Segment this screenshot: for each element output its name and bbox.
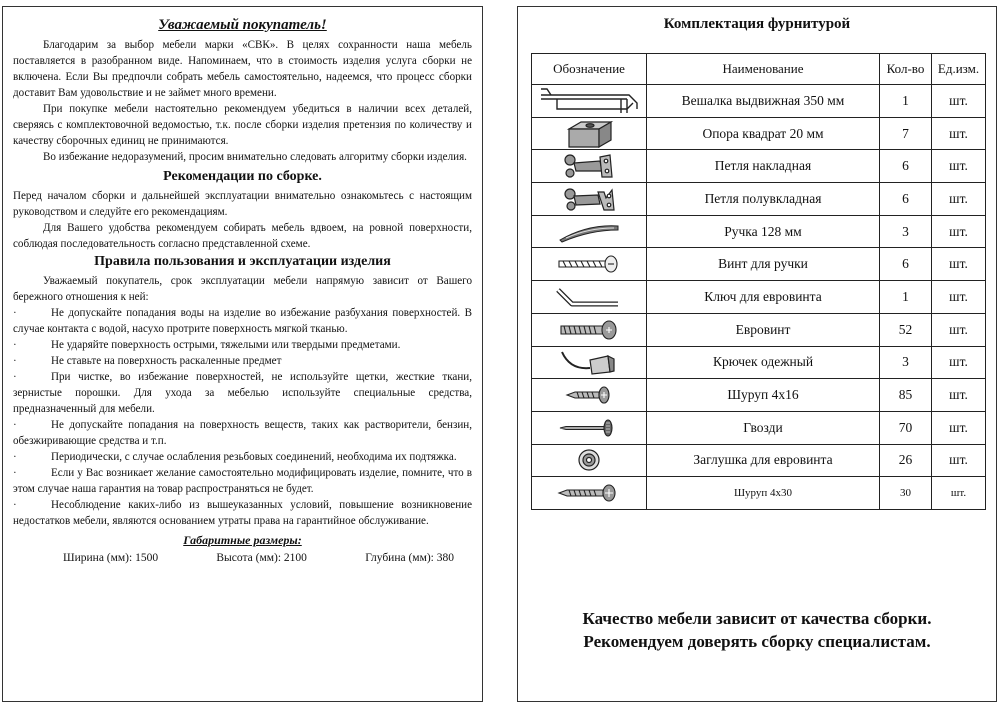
screw-long-icon [532,477,647,510]
table-row [532,150,986,183]
item-name: Гвозди [647,411,880,444]
item-unit: шт. [932,346,986,379]
clothes-hook-icon [532,346,647,379]
item-unit: шт. [932,183,986,216]
usage-title: Правила пользования и эксплуатации изделия [94,254,391,269]
hanger-rail-icon [532,85,647,118]
item-qty: 3 [880,346,932,379]
item-name: Заглушка для евровинта [647,444,880,477]
table-row [532,313,986,346]
item-qty: 70 [880,411,932,444]
rule-item: · При чистке, во избежание поверхностей, не используйте щетки, жесткие ткани, зернистые порошки. Для ухода за мебелью используйте специальные средства, предназначенный для мебели. [13,371,472,415]
item-name: Ключ для евровинта [647,281,880,314]
customer-info-page [2,6,483,702]
half-overlay-hinge-icon [532,183,647,216]
handle-screw-icon [532,248,647,281]
greeting-title: Уважаемый покупатель! [158,17,327,33]
hardware-table [531,53,986,510]
assembly-paragraph: Для Вашего удобства рекомендуем собирать мебель вдвоем, на ровной поверхности, соблюдая последовательность согласно представленной схеме. [13,222,472,250]
table-row [532,117,986,150]
square-support-icon [532,117,647,150]
intro-paragraph: При покупке мебели настоятельно рекомендуем убедиться в наличии всех деталей, сверяясь с комплектовочной ведомостью, т.к. после сборки изделия претензия по количеству и качеству сборочных единиц не принимаются. [13,103,472,147]
table-row [532,281,986,314]
item-name: Винт для ручки [647,248,880,281]
col-header-unit: Ед.изм. [932,54,986,85]
col-header-qty: Кол-во [880,54,932,85]
item-unit: шт. [932,477,986,510]
width-value: Ширина (мм): 1500 [63,552,159,564]
intro-paragraph: Благодарим за выбор мебели марки «СВК». В целях сохранности наша мебель поставляется в разобранном виде. Напоминаем, что в стоимость изделия услуга сборки не включена. Если Вы предпочли собрать мебель самостоятельно, надеемся, что процесс сборки доставит Вам удовольствие и не займет много времени. [13,39,472,99]
dimensions-title: Габаритные размеры: [183,533,302,547]
rule-item: · Не ударяйте поверхность острыми, тяжелыми или твердыми предметами. [13,339,401,351]
col-header-designation: Обозначение [532,54,647,85]
table-row [532,411,986,444]
dimensions-row [63,552,454,564]
usage-intro: Уважаемый покупатель, срок эксплуатации мебели напрямую зависит от Вашего бережного отношения к ней: [13,275,472,303]
item-name: Ручка 128 мм [647,215,880,248]
table-row [532,248,986,281]
item-name: Вешалка выдвижная 350 мм [647,85,880,118]
hardware-kit-page [517,6,997,702]
item-name: Опора квадрат 20 мм [647,117,880,150]
item-unit: шт. [932,215,986,248]
table-row [532,215,986,248]
item-qty: 6 [880,248,932,281]
item-qty: 3 [880,215,932,248]
rule-item: · Несоблюдение каких-либо из вышеуказанных условий, повышение возникновение недостатков мебели, являются основанием утраты права на гарантийное обслуживание. [13,499,472,527]
rule-item: · Не допускайте попадания воды на изделие во избежание разбухания поверхностей. В случае контакта с водой, насухо протрите поверхность мягкой тканью. [13,307,472,335]
rule-item: · Не допускайте попадания на поверхность веществ, таких как растворители, бензин, обезжиривающие средства и т.п. [13,419,472,447]
item-name: Крючек одежный [647,346,880,379]
item-qty: 6 [880,150,932,183]
item-unit: шт. [932,150,986,183]
item-name: Шуруп 4х16 [647,379,880,412]
item-unit: шт. [932,85,986,118]
rule-item: · Периодически, с случае ослабления резьбовых соединений, необходима их подтяжка. [13,451,457,463]
item-name: Петля накладная [647,150,880,183]
table-header-row [532,54,986,85]
table-row [532,444,986,477]
rule-item: · Если у Вас возникает желание самостоятельно модифицировать изделие, помните, что в этом случае наша гарантия на товар распространяться не будет. [13,467,472,495]
item-unit: шт. [932,379,986,412]
assembly-paragraph: Перед началом сборки и дальнейшей эксплуатации внимательно ознакомьтесь с настоящим руководством и следуйте его рекомендациям. [13,190,472,218]
item-name: Шуруп 4х30 [647,477,880,510]
item-name: Петля полувкладная [647,183,880,216]
depth-value: Глубина (мм): 380 [365,552,454,564]
item-qty: 26 [880,444,932,477]
item-unit: шт. [932,281,986,314]
item-unit: шт. [932,117,986,150]
item-qty: 1 [880,85,932,118]
handle-icon [532,215,647,248]
item-qty: 6 [880,183,932,216]
hex-key-icon [532,281,647,314]
height-value: Высота (мм): 2100 [216,552,307,564]
item-name: Евровинт [647,313,880,346]
kit-title: Комплектация фурнитурой [663,16,851,32]
table-row [532,477,986,510]
item-qty: 30 [880,477,932,510]
rules-list [13,305,472,529]
screw-short-icon [532,379,647,412]
item-qty: 85 [880,379,932,412]
euro-screw-icon [532,313,647,346]
item-qty: 52 [880,313,932,346]
rule-item: · Не ставьте на поверхность раскаленные предмет [13,355,282,367]
item-unit: шт. [932,444,986,477]
footer-line: Рекомендуем доверять сборку специалистам. [583,632,931,651]
table-row [532,85,986,118]
footer-line: Качество мебели зависит от качества сборки. [582,609,932,628]
cap-icon [532,444,647,477]
col-header-name: Наименование [647,54,880,85]
item-qty: 1 [880,281,932,314]
intro-paragraph: Во избежание недоразумений, просим внимательно следовать алгоритму сборки изделия. [43,151,467,163]
assembly-title: Рекомендации по сборке. [163,169,322,184]
table-row [532,346,986,379]
table-row [532,183,986,216]
item-unit: шт. [932,313,986,346]
nail-icon [532,411,647,444]
table-row [532,379,986,412]
item-unit: шт. [932,248,986,281]
item-unit: шт. [932,411,986,444]
overlay-hinge-icon [532,150,647,183]
item-qty: 7 [880,117,932,150]
